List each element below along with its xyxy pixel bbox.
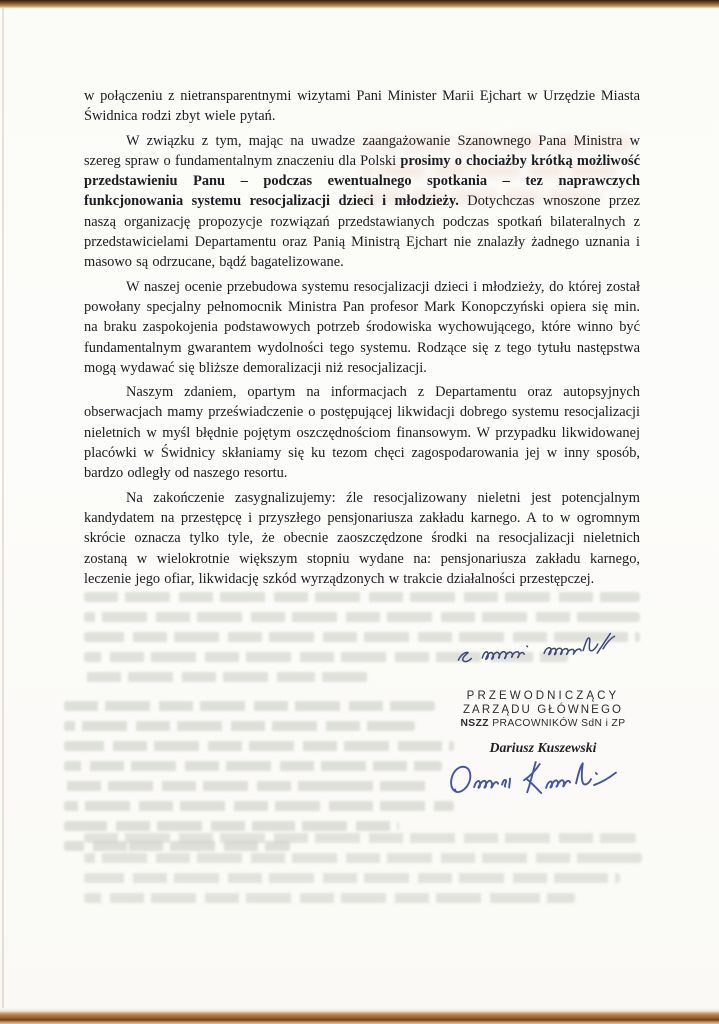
paragraph-run: w połączeniu z nietransparentnymi wizytami Pani Minister Marii Ejchart w Urzędzie Miasta Świdnica rodzi zbyt wiele pytań. bbox=[84, 88, 640, 125]
handwriting-scribble-closing bbox=[447, 619, 657, 678]
bleedthrough-line bbox=[84, 612, 640, 622]
org-name-rest: PRACOWNIKÓW SdN i ZP bbox=[488, 718, 626, 729]
paragraph-run: W związku z tym, mając na uwadze zaangażowanie Szanownego Pana Ministra w szereg spraw o fundamentalnym znaczeniu dla Polski bbox=[84, 132, 640, 169]
bleedthrough-line bbox=[84, 893, 575, 903]
paragraph-run: W naszej ocenie przebudowa systemu resocjalizacji dzieci i młodzieży, do której został powołany specjalny pełnomocnik Ministra Pan profesor Mark Konopczyński opiera się min. na braku zaspokojenia podstawowych potrzeb środowiska wychowującego, które winno być fundamentalnym gwarantem wydolności tego systemu. Rodzące się z tego tytułu następstwa mogą wydawać się bliższe demoralizacji niż resocjalizacji. bbox=[84, 278, 640, 376]
paragraph-run: Na zakończenie zasygnalizujemy: źle resocjalizowany nieletni jest potencjalnym kandydatem na przestępcę i przyszłego pensjonariusza zakładu karnego. A to w ogromnym skrócie oznacza tylko tyle, że obecnie zaoszczędzone środki na resocjalizacji nieletnich zostaną w wielokrotnie większym stopniu wydane na: pensjonariusza zakładu karnego, leczenie jego ofiar, likwidację szkód wyrządzonych w trakcie działalności przestępczej. bbox=[84, 489, 640, 587]
handwritten-closing bbox=[447, 619, 657, 678]
signature-title-line2: ZARZĄDU GŁÓWNEGO bbox=[462, 703, 624, 716]
letter-paragraph bbox=[84, 86, 640, 127]
bleedthrough-line bbox=[64, 721, 415, 731]
bleedthrough-line bbox=[64, 701, 435, 711]
bleedthrough-line bbox=[84, 853, 642, 863]
bleedthrough-line bbox=[84, 873, 620, 883]
bleedthrough-line bbox=[64, 781, 431, 791]
bleedthrough-line bbox=[64, 741, 454, 751]
handwritten-signature bbox=[444, 748, 637, 809]
signature-block bbox=[447, 690, 639, 756]
letter-paragraph bbox=[84, 382, 640, 483]
letter-paragraph bbox=[84, 277, 640, 378]
signature-title-line1: PRZEWODNICZĄCY bbox=[466, 690, 620, 702]
paragraph-run: Dotychczas wnoszone przez naszą organizację propozycje rozwiązań przedstawianych podczas spotkań bilateralnych z przedstawicielami Departamentu oraz Panią Ministrą Ejchart nie znalazły żadnego uznania i masowo są odrzucane, bądź bagatelizowane. bbox=[84, 193, 640, 271]
letter-body bbox=[84, 86, 640, 593]
bleedthrough-line bbox=[64, 841, 290, 851]
bleedthrough-line bbox=[64, 821, 399, 831]
letter-paragraph bbox=[84, 131, 640, 273]
handwriting-scribble-signature bbox=[444, 748, 637, 809]
scan-edge-top bbox=[0, 0, 719, 8]
paragraph-run: Naszym zdaniem, opartym na informacjach z Departamentu oraz autopsyjnych obserwacjach mamy przeświadczenie o postępującej likwidacji dobrego systemu resocjalizacji nieletnich w myśl błędnie pojętym oszczędnościom finansowym. W przypadku likwidowanej placówki w Świdnicy skłaniamy się ku tezom chęci zagospodarowania jej w inny sposób, bardzo odległy od naszego resortu. bbox=[84, 384, 640, 482]
bleedthrough-line bbox=[84, 672, 373, 682]
bleedthrough-line bbox=[64, 801, 454, 811]
bleedthrough-line bbox=[84, 592, 640, 602]
bleedthrough-block bbox=[64, 701, 454, 861]
scan-edge-bottom bbox=[0, 1008, 719, 1024]
signatory-printed-name: Dariusz Kuszewski bbox=[489, 740, 597, 755]
paragraph-run-bold: prosimy o chociażby krótką możliwość przedstawieniu Panu – podczas ewentualnego spotkania – tez naprawczych funkcjonowania systemu resocjalizacji dzieci i młodzieży. bbox=[84, 152, 641, 210]
letter-paragraph bbox=[84, 488, 640, 589]
bleedthrough-block bbox=[84, 833, 642, 913]
signature-org-line bbox=[447, 718, 639, 730]
bleedthrough-line bbox=[84, 833, 636, 843]
scan-edge-left bbox=[2, 8, 4, 1008]
org-abbreviation: NSZZ bbox=[460, 718, 489, 729]
bleedthrough-line bbox=[64, 761, 442, 771]
